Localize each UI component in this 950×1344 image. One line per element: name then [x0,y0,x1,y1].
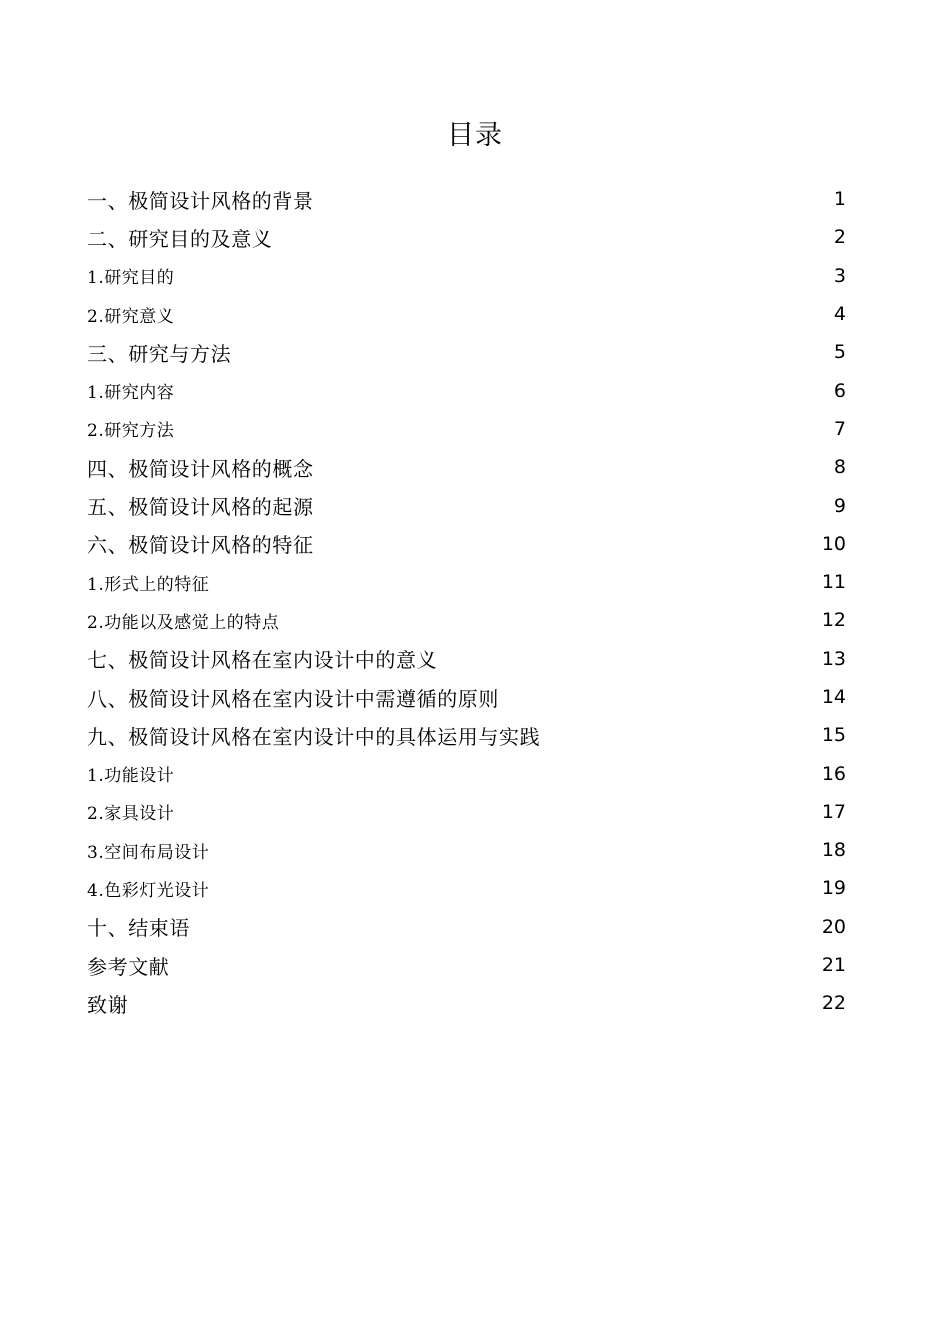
toc-entry-page-number: 9 [833,494,846,517]
toc-entry-label: 三、研究与方法 [87,341,232,366]
toc-entry-label: 1.研究内容 [87,383,175,404]
toc-entry-label: 五、极简设计风格的起源 [87,495,314,520]
toc-entry-page-number: 6 [833,379,846,402]
toc-entry-page-number: 13 [821,647,846,670]
toc-entry-page-number: 18 [821,839,846,862]
toc-entry-label: 2.研究意义 [87,306,175,327]
toc-entry-page-number: 15 [821,724,846,747]
toc-entry-label: 4.色彩灯光设计 [87,880,210,901]
toc-entry-label: 二、研究目的及意义 [87,226,273,251]
toc-entry-page-number: 1 [833,188,846,211]
toc-entry[interactable] [87,984,846,1022]
toc-entry[interactable] [87,448,846,486]
toc-entry[interactable] [87,793,846,831]
toc-entry[interactable] [87,563,846,601]
toc-entry-page-number: 14 [821,686,846,708]
toc-entry-page-number: 16 [821,762,846,785]
toc-entry-page-number: 5 [833,341,846,364]
toc-list [87,180,846,1023]
toc-entry[interactable] [87,716,846,754]
toc-entry-page-number: 20 [821,915,846,938]
toc-entry-page-number: 10 [821,532,846,555]
toc-entry[interactable] [87,180,846,218]
toc-entry[interactable] [87,869,846,907]
toc-entry-label: 七、极简设计风格在室内设计中的意义 [87,648,438,673]
toc-entry-page-number: 11 [821,571,846,594]
toc-entry-label: 六、极简设计风格的特征 [87,533,314,558]
toc-entry[interactable] [87,371,846,409]
toc-entry-label: 致谢 [87,992,129,1017]
toc-entry[interactable] [87,486,846,524]
toc-entry[interactable] [87,640,846,678]
toc-entry[interactable] [87,601,846,639]
toc-entry-label: 3.空间布局设计 [87,842,210,863]
toc-entry[interactable] [87,218,846,256]
toc-entry[interactable] [87,831,846,869]
toc-entry-page-number: 7 [833,417,846,440]
toc-entry-page-number: 19 [821,877,846,900]
toc-entry[interactable] [87,257,846,295]
toc-entry-label: 1.研究目的 [87,268,175,289]
toc-entry-label: 2.家具设计 [87,804,175,825]
toc-entry-label: 1.形式上的特征 [87,574,210,595]
toc-entry-label: 2.功能以及感觉上的特点 [87,612,280,633]
toc-entry-page-number: 12 [821,609,846,632]
toc-entry-label: 1.功能设计 [87,766,175,787]
toc-entry-page-number: 8 [833,456,846,479]
toc-entry[interactable] [87,410,846,448]
toc-entry-label: 八、极简设计风格在室内设计中需遵循的原则 [87,686,499,711]
toc-entry[interactable] [87,295,846,333]
toc-entry-page-number: 21 [821,954,846,977]
toc-entry-label: 一、极简设计风格的背景 [87,188,314,213]
toc-entry[interactable] [87,333,846,371]
toc-entry-page-number: 4 [833,303,846,326]
toc-entry[interactable] [87,678,846,716]
toc-entry[interactable] [87,525,846,563]
toc-entry[interactable] [87,754,846,792]
toc-entry[interactable] [87,908,846,946]
toc-entry-page-number: 3 [833,264,846,287]
toc-entry-label: 四、极简设计风格的概念 [87,456,314,481]
toc-title: 目录 [447,120,503,151]
toc-entry-label: 2.研究方法 [87,421,175,442]
toc-entry-label: 十、结束语 [87,916,190,941]
toc-entry-label: 九、极简设计风格在室内设计中的具体运用与实践 [87,724,541,749]
toc-entry[interactable] [87,946,846,984]
toc-entry-page-number: 22 [821,992,846,1015]
toc-entry-page-number: 2 [833,226,846,249]
toc-entry-page-number: 17 [821,800,846,823]
toc-entry-label: 参考文献 [87,954,170,979]
